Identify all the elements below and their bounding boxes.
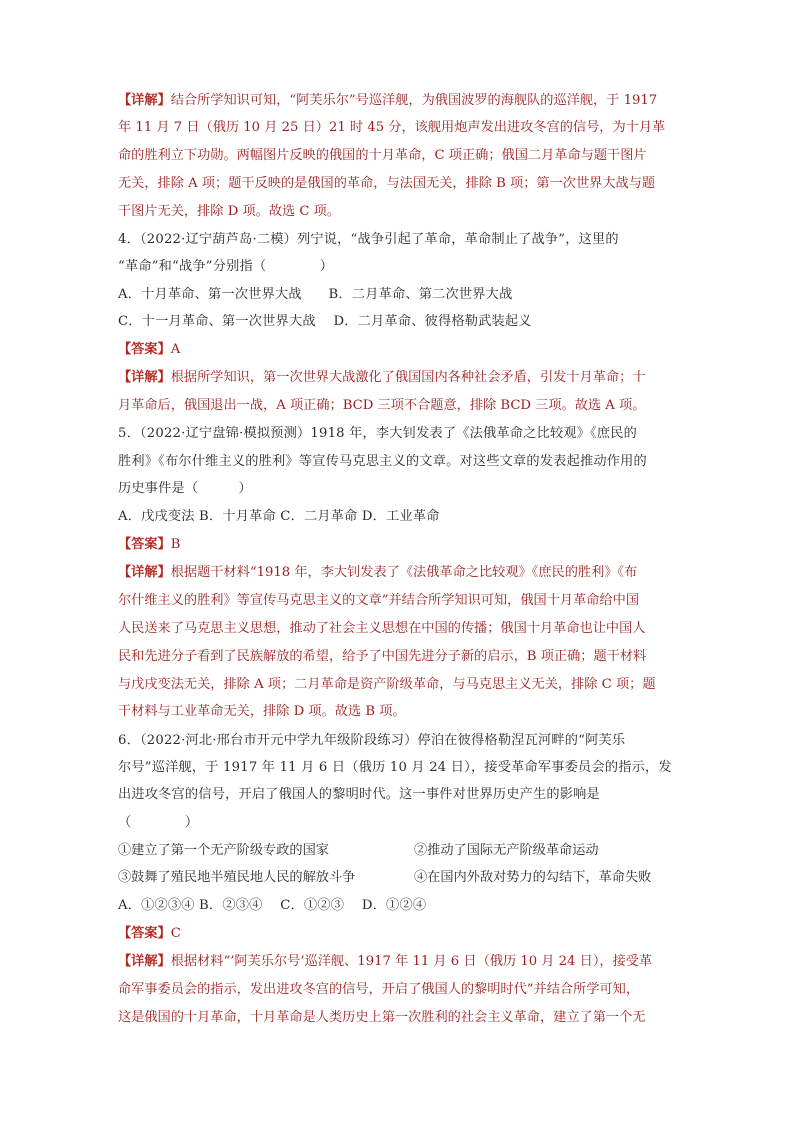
- question-text: C．十一月革命、第一次世界大战 D．二月革命、彼得格勒武装起义: [118, 314, 532, 329]
- question-line: [118, 286, 512, 304]
- explanation-line: [118, 92, 657, 110]
- explanation-line: [118, 369, 646, 387]
- explanation-line: [118, 147, 647, 165]
- explanation-text: 干图片无关，排除 D 项。故选 C 项。: [118, 204, 341, 219]
- option-item: ①建立了第一个无产阶级专政的国家: [118, 843, 329, 858]
- explanation-label: 【详解】: [118, 565, 171, 580]
- question-line: [118, 425, 637, 443]
- explanation-text: 与戊戌变法无关，排除 A 项；二月革命是资产阶级革命，与马克思主义无关，排除 C 项；题: [118, 677, 656, 692]
- explanation-text: 干材料与工业革命无关，排除 D 项。故选 B 项。: [118, 704, 406, 719]
- option-item: ②推动了国际无产阶级革命运动: [414, 843, 599, 858]
- explanation-label: 【详解】: [118, 954, 171, 969]
- answer-value: B: [170, 537, 181, 552]
- explanation-text: 月革命后，俄国退出一战，A 项正确；BCD 三项不合题意，排除 BCD 三项。故选 A 项。: [118, 398, 646, 413]
- answer-value: A: [170, 342, 181, 357]
- explanation-line: [118, 203, 340, 221]
- explanation-text: 人民送来了马克思主义思想，推动了社会主义思想在中国的传播；俄国十月革命也让中国人: [118, 621, 646, 636]
- question-options-row: [118, 869, 652, 887]
- question-text: 胜利》《布尔什维主义的胜利》等宣传马克思主义的文章。对这些文章的发表起推动作用的: [118, 454, 647, 469]
- explanation-text: 根据题干材料“1918 年，李大钊发表了《法俄革命之比较观》《庶民的胜利》《布: [170, 565, 638, 580]
- question-options-row: [118, 842, 599, 860]
- question-line: [118, 508, 440, 526]
- answer-line: [118, 341, 180, 359]
- explanation-line: [118, 397, 645, 415]
- explanation-line: [118, 564, 637, 582]
- question-text: 4．（2022·辽宁葫芦岛·二模）列宁说，“战争引起了革命，革命制止了战争”，这里的: [118, 232, 619, 247]
- explanation-text: 民和先进分子看到了民族解放的希望，给予了中国先进分子新的启示，B 项正确；题干材料: [118, 649, 647, 664]
- explanation-text: 尔什维主义的胜利》等宣传马克思主义的文章”并结合所学知识可知，俄国十月革命给中国: [118, 593, 640, 608]
- explanation-line: [118, 119, 665, 137]
- explanation-text: 年 11 月 7 日（俄历 10 月 25 日）21 时 45 分，该舰用炮声发出进攻冬宫的信号，为十月革: [118, 120, 666, 135]
- question-line: [118, 786, 600, 804]
- question-line: [118, 759, 672, 777]
- question-line: [118, 453, 647, 471]
- explanation-line: [118, 981, 639, 999]
- explanation-text: 根据所学知识，第一次世界大战激化了俄国国内各种社会矛盾，引发十月革命；十: [170, 370, 646, 385]
- explanation-text: 这是俄国的十月革命，十月革命是人类历史上第一次胜利的社会主义革命，建立了第一个无: [118, 1010, 646, 1025]
- question-text: “革命”和“战争”分别指（ ）: [118, 259, 334, 274]
- explanation-line: [118, 648, 646, 666]
- explanation-text: 根据材料“’阿芙乐尔号’巡洋舰、1917 年 11 月 6 日（俄历 10 月 24 日），接受革: [170, 954, 653, 969]
- explanation-text: 结合所学知识可知，“阿芙乐尔”号巡洋舰，为俄国波罗的海舰队的巡洋舰，于 1917: [170, 93, 658, 108]
- option-item: ④在国内外敌对势力的勾结下，革命失败: [414, 870, 652, 885]
- answer-label: 【答案】: [118, 342, 171, 357]
- explanation-line: [118, 620, 646, 638]
- explanation-text: 命的胜利立下功勋。两幅图片反映的俄国的十月革命，C 项正确；俄国二月革命与题干图片: [118, 148, 647, 163]
- explanation-text: 无关，排除 A 项；题干反映的是俄国的革命，与法国无关，排除 B 项；第一次世界大战与题: [118, 176, 656, 191]
- answer-label: 【答案】: [118, 537, 171, 552]
- question-text: A．十月革命、第一次世界大战 B．二月革命、第二次世界大战: [118, 287, 513, 302]
- explanation-label: 【详解】: [118, 93, 171, 108]
- question-text: A．戊戌变法 B．十月革命 C．二月革命 D．工业革命: [118, 509, 440, 524]
- question-line: [118, 897, 426, 915]
- explanation-label: 【详解】: [118, 370, 171, 385]
- question-text: 历史事件是（ ）: [118, 481, 252, 496]
- question-text: （ ）: [118, 815, 199, 830]
- question-line: [118, 231, 619, 249]
- answer-value: C: [170, 926, 181, 941]
- question-line: [118, 313, 532, 331]
- explanation-line: [118, 175, 655, 193]
- explanation-line: [118, 1009, 646, 1027]
- explanation-line: [118, 592, 639, 610]
- answer-line: [118, 536, 180, 554]
- answer-line: [118, 925, 181, 943]
- question-text: 5．（2022·辽宁盘锦·模拟预测）1918 年，李大钊发表了《法俄革命之比较观》《庶民的: [118, 426, 638, 441]
- question-line: [118, 258, 333, 276]
- question-text: 尔号”巡洋舰，于 1917 年 11 月 6 日（俄历 10 月 24 日），接受革命军事委员会的指示，发: [118, 760, 672, 775]
- question-line: [118, 814, 198, 832]
- question-line: [118, 732, 625, 750]
- explanation-line: [118, 703, 406, 721]
- question-line: [118, 480, 252, 498]
- question-text: 出进攻冬宫的信号，开启了俄国人的黎明时代。这一事件对世界历史产生的影响是: [118, 787, 600, 802]
- answer-label: 【答案】: [118, 926, 171, 941]
- explanation-text: 命军事委员会的指示，发出进攻冬宫的信号，开启了俄国人的黎明时代”并结合所学可知，: [118, 982, 640, 997]
- explanation-line: [118, 953, 652, 971]
- option-item: ③鼓舞了殖民地半殖民地人民的解放斗争: [118, 870, 356, 885]
- question-text: A．①②③④ B．②③④ C．①②③ D．①②④: [118, 898, 427, 913]
- question-text: 6．（2022·河北·邢台市开元中学九年级阶段练习）停泊在彼得格勒涅瓦河畔的“阿芙乐: [118, 733, 626, 748]
- explanation-line: [118, 676, 656, 694]
